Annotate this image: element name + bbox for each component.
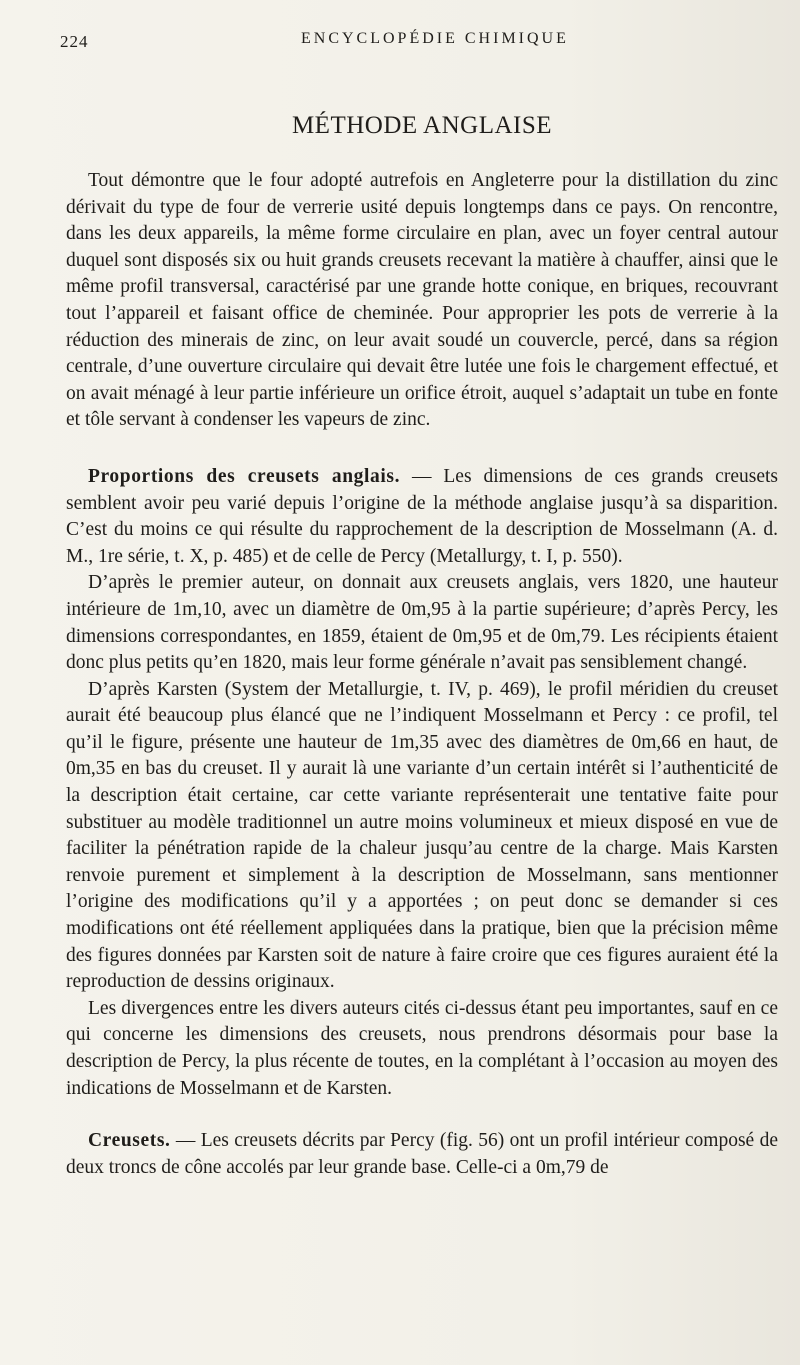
paragraph-3: D’après le premier auteur, on donnait aux creusets anglais, vers 1820, une hauteur intérieure de 1m,10, avec un diamètre de 0m,95 à la partie supérieure; d’après Percy, les dimensions correspondantes, en 1859, étaient de 0m,95 et de 0m,79. Les récipients étaient donc plus petits qu’en 1820, mais leur forme générale n’avait pas sensiblement changé. — [66, 572, 778, 674]
paragraph-6 — [66, 1128, 778, 1181]
paragraph-6-body: — Les creusets décrits par Percy (fig. 56) ont un profil intérieur composé de deux troncs de cône accolés par leur grande base. Celle-ci a 0m,79 de — [66, 1130, 778, 1178]
page-number: 224 — [60, 32, 89, 51]
paragraph-2-heading: Proportions des creusets anglais. — [88, 465, 401, 487]
running-title: ENCYCLOPÉDIE CHIMIQUE — [301, 30, 569, 47]
paragraph-5: Les divergences entre les divers auteurs cités ci-dessus étant peu importantes, sauf en ce qui concerne les dimensions des creusets, nous prendrons désormais pour base la description de Percy, la plus récente de toutes, en la complétant à l’occasion au moyen des indications de Mosselmann et de Karsten. — [66, 997, 778, 1099]
section-title: MÉTHODE ANGLAISE — [291, 112, 553, 139]
paragraph-1: Tout démontre que le four adopté autrefois en Angleterre pour la distillation du zinc dérivait du type de four de verrerie usité depuis longtemps dans ce pays. On rencontre, dans les deux appareils, la même forme circulaire en plan, avec un foyer central autour duquel sont disposés six ou huit grands creusets recevant la matière à chauffer, ainsi que le même profil transversal, caractérisé par une grande hotte conique, en briques, recouvrant tout l’appareil et faisant office de cheminée. Pour approprier les pots de verrerie à la réduction des minerais de zinc, on leur avait soudé un couvercle, percé, dans sa région centrale, d’une ouverture circulaire qui devait être lutée une fois le chargement effectué, et on avait ménagé à leur partie inférieure un orifice étroit, auquel s’adaptait un tube en fonte et tôle servant à condenser les vapeurs de zinc. — [66, 170, 778, 431]
paragraph-2 — [66, 464, 778, 570]
paragraph-6-heading: Creusets. — [88, 1130, 171, 1152]
paragraph-4: D’après Karsten (System der Metallurgie, t. IV, p. 469), le profil méridien du creuset aurait été beaucoup plus élancé que ne l’indiquent Mosselmann et Percy : ce profil, tel qu’il le figure, présente une hauteur de 1m,35 avec des diamètres de 0m,66 en haut, de 0m,35 en bas du creuset. Il y aurait là une variante d’un certain intérêt si l’authenticité de la description était certaine, car cette variante représenterait une tentative faite pour substituer au modèle traditionnel un autre moins volumineux et mieux disposé en vue de faciliter la pénétration rapide de la chaleur jusqu’au centre de la charge. Mais Karsten renvoie purement et simplement à la description de Mosselmann, sans mentionner l’origine des modifications qu’il y a apportées ; on peut donc se demander si ces modifications ont été réellement appliquées dans la pratique, bien que la précision même des figures données par Karsten soit de nature à faire croire que ces figures auraient été la reproduction de dessins originaux. — [66, 678, 778, 993]
running-head — [60, 26, 778, 56]
paragraph-2-body: — Les dimensions de ces grands creusets semblent avoir peu varié depuis l’origine de la méthode anglaise jusqu’à sa disparition. C’est du moins ce qui résulte du rapprochement de la description de Mosselmann (A. d. M., 1re série, t. X, p. 485) et de celle de Percy (Metallurgy, t. I, p. 550). — [66, 465, 778, 567]
